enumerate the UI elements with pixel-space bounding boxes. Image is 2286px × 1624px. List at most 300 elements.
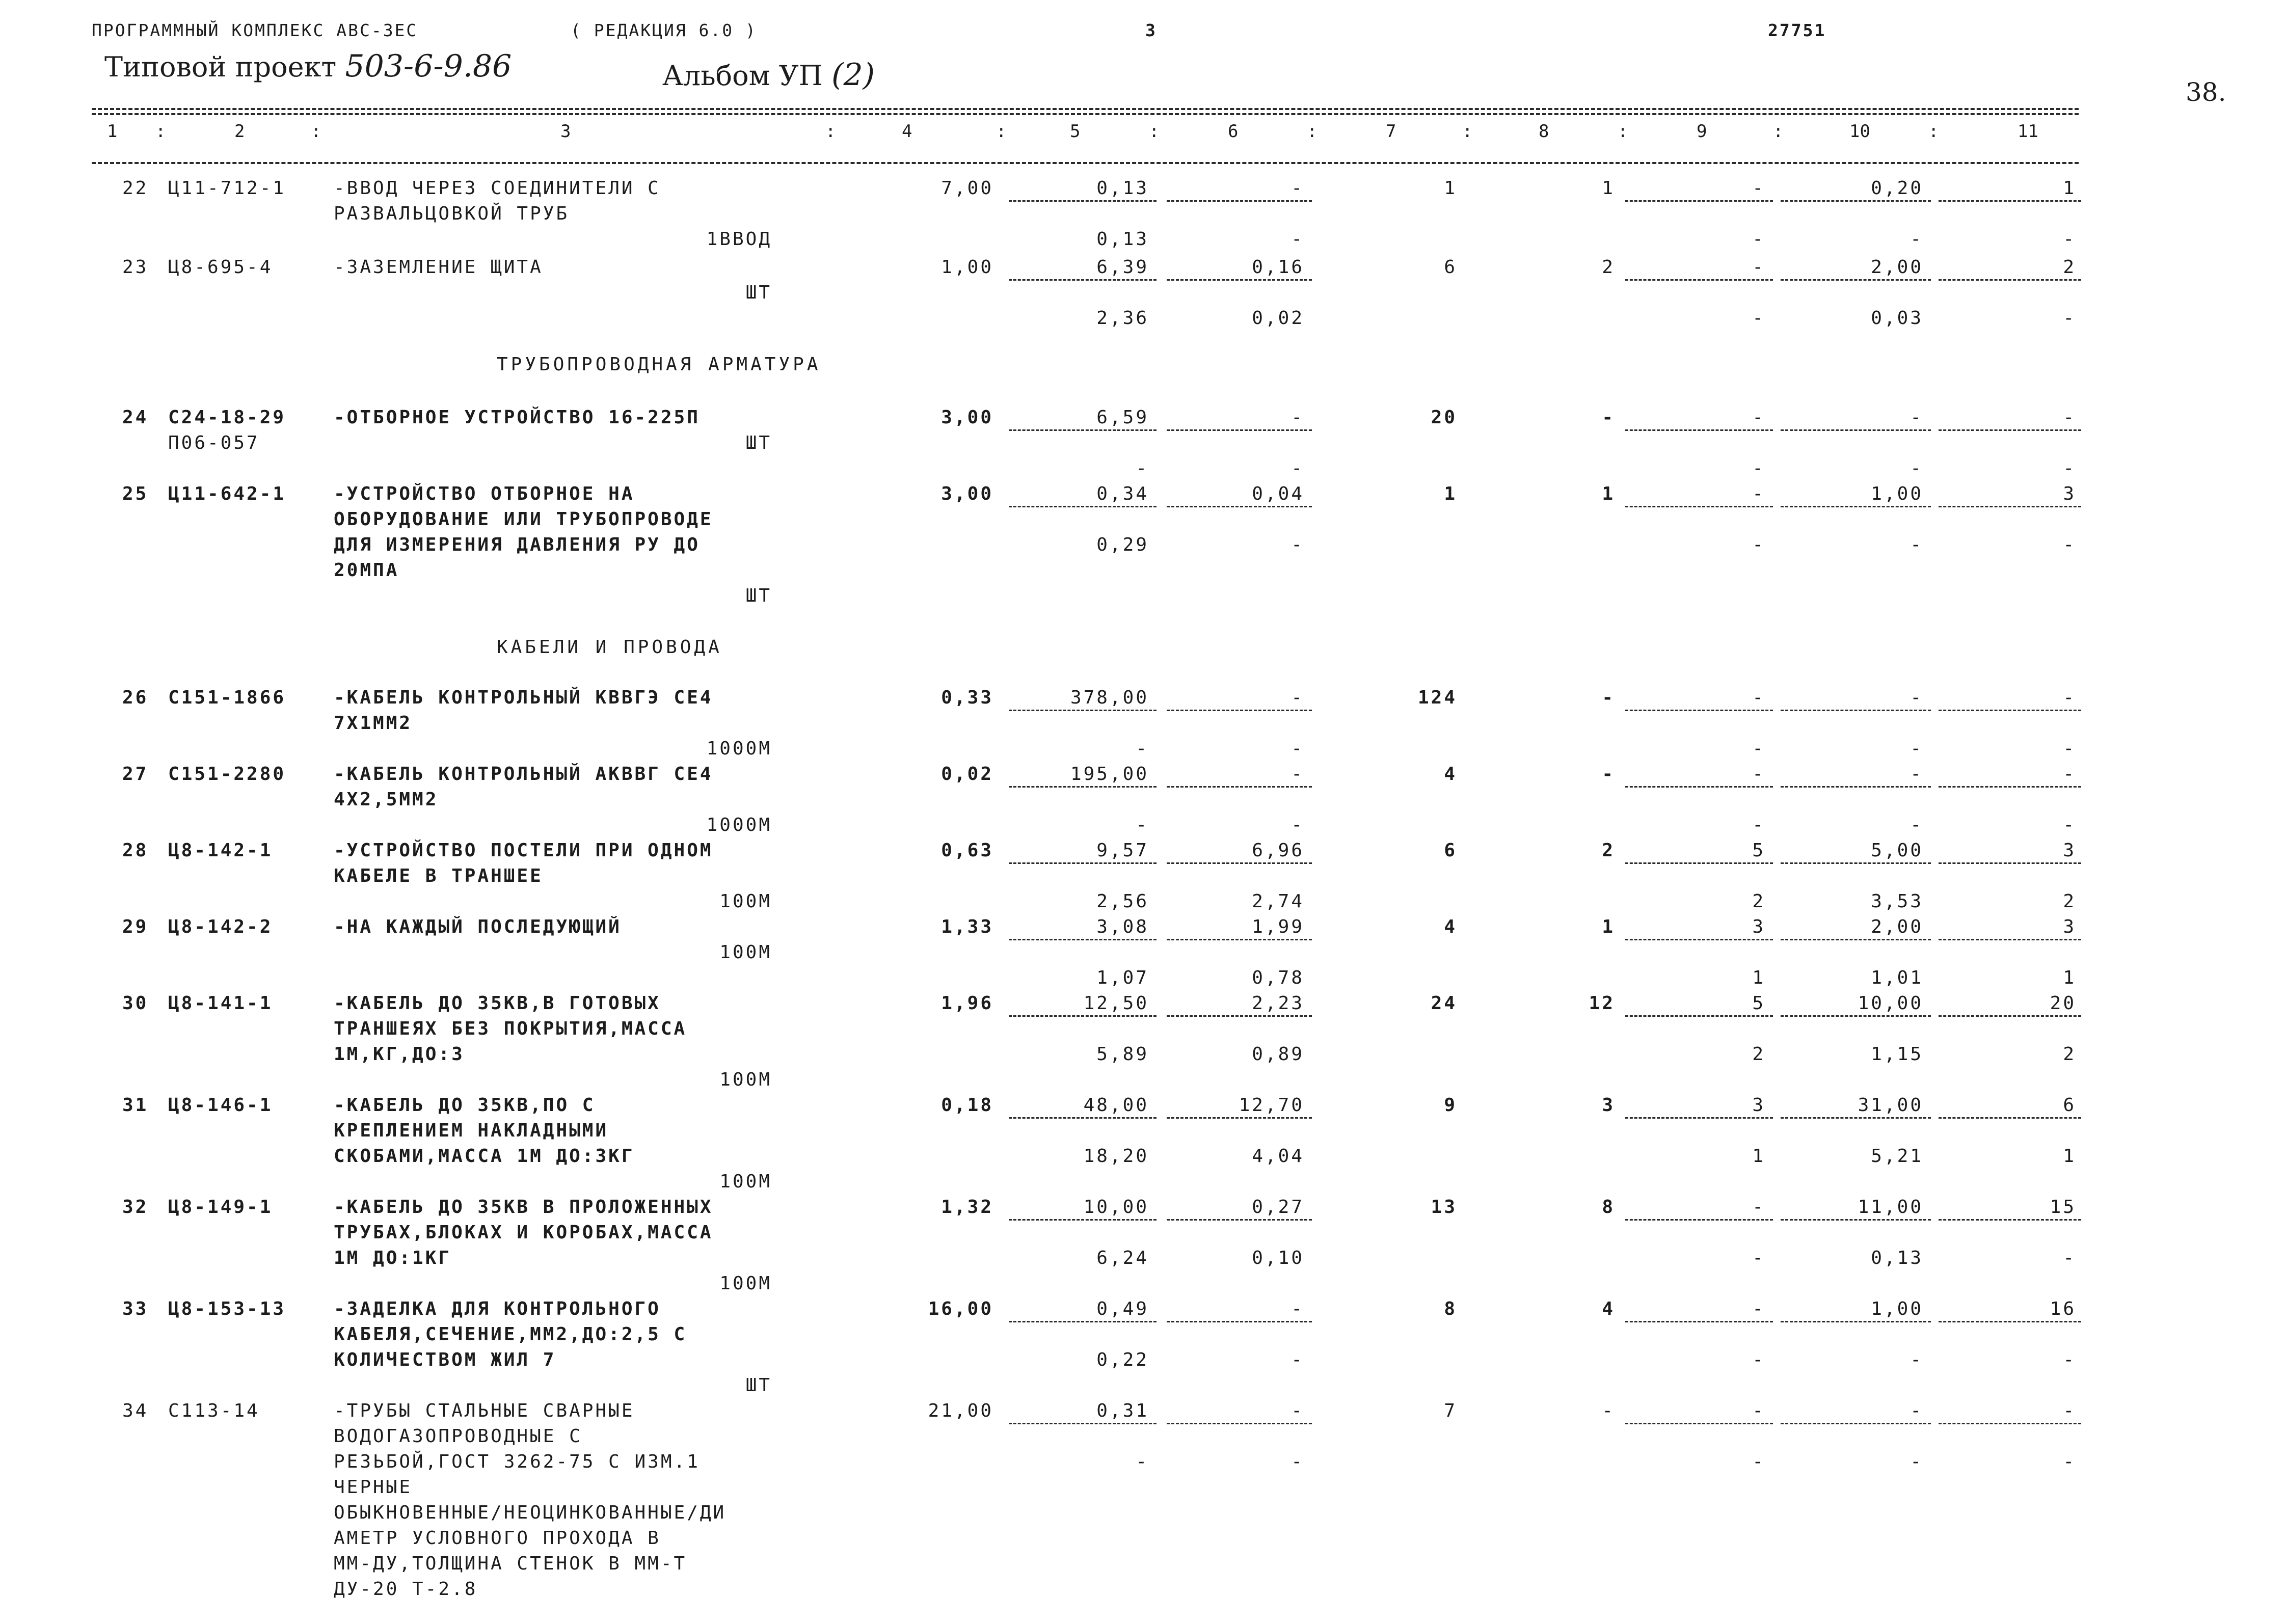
- value-c9: -: [1752, 407, 1765, 428]
- subvalue-s10: -: [1910, 1451, 1923, 1472]
- value-c8: 8: [1602, 1197, 1615, 1217]
- norm-code: Ц8-149-1: [168, 1197, 273, 1217]
- work-description: [334, 914, 622, 940]
- quantity: 0,02: [941, 764, 993, 784]
- subvalue-s5: 2,56: [1096, 891, 1149, 912]
- subvalue-s9: 2: [1752, 1044, 1765, 1065]
- norm-code: Ц11-642-1: [168, 483, 286, 504]
- work-description: [334, 1398, 726, 1602]
- quantity: 1,32: [941, 1197, 993, 1217]
- quantity: 0,18: [941, 1095, 993, 1116]
- sub-divider: [1939, 1117, 2081, 1119]
- sub-divider: [1781, 862, 1931, 864]
- sub-divider: [1009, 506, 1157, 507]
- value-c8: -: [1602, 407, 1615, 428]
- value-c11: 1: [2063, 178, 2076, 199]
- sub-divider: [1625, 1117, 1773, 1119]
- unit-of-measure: ШТ: [745, 585, 772, 606]
- quantity: 7,00: [941, 178, 993, 199]
- sub-divider: [1939, 786, 2081, 788]
- value-c11: 6: [2063, 1095, 2076, 1116]
- quantity: 3,00: [941, 483, 993, 504]
- value-c11: -: [2063, 764, 2076, 784]
- subvalue-s10: 0,03: [1871, 308, 1923, 329]
- value-c7: 1: [1444, 483, 1457, 504]
- value-c11: 3: [2063, 483, 2076, 504]
- value-c8: 2: [1602, 840, 1615, 861]
- description-line: -КАБЕЛЬ ДО 35КВ,В ГОТОВЫХ: [334, 993, 661, 1014]
- sub-divider: [1009, 1423, 1157, 1424]
- sub-divider: [1781, 279, 1931, 281]
- column-separator: :: [311, 121, 321, 142]
- unit-of-measure: 1ВВОД: [706, 229, 772, 250]
- value-c11: 3: [2063, 840, 2076, 861]
- sub-divider: [1625, 429, 1773, 431]
- sub-divider: [1009, 429, 1157, 431]
- value-c9: -: [1752, 764, 1765, 784]
- sub-divider: [1009, 200, 1157, 202]
- value-c9: -: [1752, 687, 1765, 708]
- description-line: РАЗВАЛЬЦОВКОЙ ТРУБ: [334, 203, 570, 224]
- sub-divider: [1781, 710, 1931, 711]
- value-c9: 3: [1752, 1095, 1765, 1116]
- value-c6: -: [1291, 407, 1304, 428]
- value-c7: 9: [1444, 1095, 1457, 1116]
- column-number-4: 4: [902, 121, 912, 142]
- sub-divider: [1009, 710, 1157, 711]
- column-number-3: 3: [560, 121, 571, 142]
- sub-divider: [1781, 1015, 1931, 1017]
- value-c6: 12,70: [1239, 1095, 1304, 1116]
- section-pipeline-fittings: ТРУБОПРОВОДНАЯ АРМАТУРА: [497, 354, 821, 375]
- sub-divider: [1625, 1219, 1773, 1221]
- value-c6: -: [1291, 178, 1304, 199]
- sub-divider: [1939, 279, 2081, 281]
- sub-divider: [1939, 1015, 2081, 1017]
- subvalue-s11: 2: [2063, 1044, 2076, 1065]
- subvalue-s5: -: [1136, 815, 1149, 835]
- value-c8: 4: [1602, 1298, 1615, 1319]
- value-c7: 124: [1417, 687, 1457, 708]
- subvalue-s11: 2: [2063, 891, 2076, 912]
- header-divider-top-2: [92, 113, 2079, 115]
- value-c6: 0,04: [1252, 483, 1304, 504]
- description-line: КАБЕЛЯ,СЕЧЕНИЕ,ММ2,ДО:2,5 С: [334, 1324, 687, 1345]
- sub-divider: [1167, 1219, 1312, 1221]
- subvalue-s9: -: [1752, 458, 1765, 479]
- subvalue-s9: -: [1752, 815, 1765, 835]
- sub-divider: [1781, 1321, 1931, 1322]
- description-line: РЕЗЬБОЙ,ГОСТ 3262-75 С ИЗМ.1: [334, 1451, 700, 1472]
- value-c7: 6: [1444, 257, 1457, 278]
- description-line: -НА КАЖДЫЙ ПОСЛЕДУЮЩИЙ: [334, 916, 622, 937]
- sub-divider: [1167, 1015, 1312, 1017]
- sub-divider: [1625, 710, 1773, 711]
- subvalue-s11: -: [2063, 1451, 2076, 1472]
- value-c5: 0,34: [1096, 483, 1149, 504]
- subvalue-s10: -: [1910, 534, 1923, 555]
- sub-divider: [1939, 200, 2081, 202]
- norm-code: Ц8-142-2: [168, 916, 273, 937]
- value-c5: 48,00: [1083, 1095, 1149, 1116]
- subvalue-s6: -: [1291, 458, 1304, 479]
- value-c10: -: [1910, 1400, 1923, 1421]
- value-c9: -: [1752, 1400, 1765, 1421]
- subvalue-s9: -: [1752, 534, 1765, 555]
- value-c10: -: [1910, 407, 1923, 428]
- sub-divider: [1781, 429, 1931, 431]
- album-title: [662, 57, 875, 93]
- value-c6: 0,16: [1252, 257, 1304, 278]
- subvalue-s5: 1,07: [1096, 967, 1149, 988]
- row-number: 33: [122, 1298, 149, 1319]
- value-c9: -: [1752, 1197, 1765, 1217]
- subvalue-s5: -: [1136, 738, 1149, 759]
- work-description: [334, 481, 713, 583]
- project-label: Типовой проект: [104, 51, 337, 83]
- column-separator: :: [1618, 121, 1628, 142]
- subvalue-s10: 3,53: [1871, 891, 1923, 912]
- sub-divider: [1167, 1117, 1312, 1119]
- sub-divider: [1939, 939, 2081, 940]
- subvalue-s9: -: [1752, 1349, 1765, 1370]
- description-line: ОБОРУДОВАНИЕ ИЛИ ТРУБОПРОВОДЕ: [334, 509, 713, 530]
- norm-code: Ц8-153-13: [168, 1298, 286, 1319]
- sub-divider: [1781, 200, 1931, 202]
- sub-divider: [1167, 862, 1312, 864]
- subvalue-s11: -: [2063, 534, 2076, 555]
- sub-divider: [1009, 862, 1157, 864]
- value-c10: 5,00: [1871, 840, 1923, 861]
- row-number: 34: [122, 1400, 149, 1421]
- value-c10: 10,00: [1858, 993, 1923, 1014]
- description-line: -УСТРОЙСТВО ПОСТЕЛИ ПРИ ОДНОМ: [334, 840, 713, 861]
- column-number-11: 11: [2018, 121, 2038, 142]
- project-number: 503-6-9.86: [345, 48, 512, 84]
- column-separator: :: [1307, 121, 1317, 142]
- subvalue-s11: -: [2063, 229, 2076, 250]
- value-c5: 6,39: [1096, 257, 1149, 278]
- header-divider-bottom: [92, 162, 2079, 164]
- subvalue-s6: -: [1291, 1349, 1304, 1370]
- subvalue-s5: 5,89: [1096, 1044, 1149, 1065]
- work-description: [334, 685, 713, 736]
- subvalue-s5: -: [1136, 1451, 1149, 1472]
- value-c9: -: [1752, 178, 1765, 199]
- sub-divider: [1009, 1219, 1157, 1221]
- norm-code: С113-14: [168, 1400, 260, 1421]
- sub-divider: [1939, 862, 2081, 864]
- quantity: 1,00: [941, 257, 993, 278]
- value-c11: -: [2063, 687, 2076, 708]
- sub-divider: [1167, 786, 1312, 788]
- unit-of-measure: ШТ: [745, 432, 772, 453]
- value-c7: 20: [1431, 407, 1457, 428]
- value-c8: 12: [1589, 993, 1615, 1014]
- sub-divider: [1167, 279, 1312, 281]
- subvalue-s6: 0,89: [1252, 1044, 1304, 1065]
- value-c5: 195,00: [1070, 764, 1149, 784]
- sub-divider: [1167, 1321, 1312, 1322]
- sub-divider: [1625, 862, 1773, 864]
- value-c7: 13: [1431, 1197, 1457, 1217]
- sub-divider: [1167, 200, 1312, 202]
- unit-of-measure: 100М: [719, 1171, 772, 1192]
- description-line: ЧЕРНЫЕ: [334, 1477, 413, 1498]
- sub-divider: [1939, 1423, 2081, 1424]
- description-line: ТРУБАХ,БЛОКАХ И КОРОБАХ,МАССА: [334, 1222, 713, 1243]
- value-c11: 20: [2050, 993, 2076, 1014]
- subvalue-s6: -: [1291, 534, 1304, 555]
- description-line: СКОБАМИ,МАССА 1М ДО:3КГ: [334, 1146, 635, 1167]
- value-c5: 378,00: [1070, 687, 1149, 708]
- subvalue-s5: 0,29: [1096, 534, 1149, 555]
- subvalue-s11: -: [2063, 308, 2076, 329]
- unit-of-measure: 1000М: [706, 738, 772, 759]
- sub-divider: [1167, 1423, 1312, 1424]
- description-line: 1М ДО:1КГ: [334, 1248, 452, 1268]
- row-number: 27: [122, 764, 149, 784]
- description-line: ДУ-20 Т-2.8: [334, 1579, 478, 1600]
- work-description: [334, 838, 713, 889]
- value-c5: 6,59: [1096, 407, 1149, 428]
- description-line: КАБЕЛЕ В ТРАНШЕЕ: [334, 865, 543, 886]
- subvalue-s11: -: [2063, 1349, 2076, 1370]
- sub-divider: [1167, 710, 1312, 711]
- norm-code: Ц8-146-1: [168, 1095, 273, 1116]
- subvalue-s9: -: [1752, 229, 1765, 250]
- sub-divider: [1167, 429, 1312, 431]
- value-c6: -: [1291, 764, 1304, 784]
- value-c5: 0,49: [1096, 1298, 1149, 1319]
- work-description: [334, 405, 700, 430]
- row-number: 28: [122, 840, 149, 861]
- column-separator: :: [155, 121, 166, 142]
- description-line: КОЛИЧЕСТВОМ ЖИЛ 7: [334, 1349, 556, 1370]
- subvalue-s5: 6,24: [1096, 1248, 1149, 1268]
- unit-of-measure: ШТ: [745, 282, 772, 303]
- column-separator: :: [1773, 121, 1784, 142]
- row-number: 30: [122, 993, 149, 1014]
- norm-code: С151-1866: [168, 687, 286, 708]
- description-line: ТРАНШЕЯХ БЕЗ ПОКРЫТИЯ,МАССА: [334, 1018, 687, 1039]
- sub-divider: [1781, 1219, 1931, 1221]
- sub-divider: [1009, 1321, 1157, 1322]
- column-number-8: 8: [1539, 121, 1549, 142]
- sub-divider: [1167, 506, 1312, 507]
- norm-code: С151-2280: [168, 764, 286, 784]
- quantity: 1,96: [941, 993, 993, 1014]
- value-c8: 3: [1602, 1095, 1615, 1116]
- page-number: 38.: [2186, 77, 2226, 107]
- value-c5: 3,08: [1096, 916, 1149, 937]
- column-separator: :: [1149, 121, 1160, 142]
- sub-divider: [1167, 939, 1312, 940]
- subvalue-s10: 1,15: [1871, 1044, 1923, 1065]
- description-line: -КАБЕЛЬ КОНТРОЛЬНЫЙ АКВВГ СЕ4: [334, 764, 713, 784]
- value-c9: -: [1752, 257, 1765, 278]
- value-c6: -: [1291, 1400, 1304, 1421]
- value-c7: 4: [1444, 916, 1457, 937]
- value-c9: -: [1752, 1298, 1765, 1319]
- value-c7: 1: [1444, 178, 1457, 199]
- value-c7: 7: [1444, 1400, 1457, 1421]
- value-c5: 0,31: [1096, 1400, 1149, 1421]
- column-number-5: 5: [1070, 121, 1081, 142]
- sub-divider: [1009, 939, 1157, 940]
- value-c8: 1: [1602, 178, 1615, 199]
- quantity: 0,63: [941, 840, 993, 861]
- subvalue-s6: -: [1291, 1451, 1304, 1472]
- column-separator: :: [996, 121, 1007, 142]
- quantity: 1,33: [941, 916, 993, 937]
- work-description: [334, 762, 713, 813]
- sub-divider: [1939, 429, 2081, 431]
- description-line: -ВВОД ЧЕРЕЗ СОЕДИНИТЕЛИ С: [334, 178, 661, 199]
- subvalue-s11: 1: [2063, 967, 2076, 988]
- work-description: [334, 255, 543, 280]
- work-description: [334, 176, 661, 227]
- section-cables-wires: КАБЕЛИ И ПРОВОДА: [497, 637, 722, 658]
- row-number: 29: [122, 916, 149, 937]
- value-c10: 31,00: [1858, 1095, 1923, 1116]
- work-description: [334, 1195, 713, 1271]
- value-c6: -: [1291, 687, 1304, 708]
- sub-divider: [1625, 279, 1773, 281]
- project-title: [104, 48, 512, 84]
- subvalue-s9: -: [1752, 1451, 1765, 1472]
- subvalue-s6: 2,74: [1252, 891, 1304, 912]
- sub-divider: [1781, 939, 1931, 940]
- sub-divider: [1625, 1015, 1773, 1017]
- description-line: -КАБЕЛЬ КОНТРОЛЬНЫЙ КВВГЭ СЕ4: [334, 687, 713, 708]
- subvalue-s9: 1: [1752, 1146, 1765, 1167]
- norm-code-secondary: П06-057: [168, 432, 260, 453]
- value-c9: 5: [1752, 993, 1765, 1014]
- norm-code: Ц8-142-1: [168, 840, 273, 861]
- subvalue-s6: 4,04: [1252, 1146, 1304, 1167]
- subvalue-s10: -: [1910, 815, 1923, 835]
- value-c10: 2,00: [1871, 916, 1923, 937]
- value-c10: 1,00: [1871, 483, 1923, 504]
- sub-divider: [1009, 1117, 1157, 1119]
- column-number-10: 10: [1849, 121, 1870, 142]
- value-c10: 11,00: [1858, 1197, 1923, 1217]
- description-line: -ЗАЗЕМЛЕНИЕ ЩИТА: [334, 257, 543, 278]
- unit-of-measure: ШТ: [745, 1375, 772, 1396]
- description-line: АМЕТР УСЛОВНОГО ПРОХОДА В: [334, 1528, 661, 1549]
- value-c7: 8: [1444, 1298, 1457, 1319]
- description-line: ММ-ДУ,ТОЛЩИНА СТЕНОК В ММ-Т: [334, 1553, 687, 1574]
- description-line: -КАБЕЛЬ ДО 35КВ,ПО С: [334, 1095, 596, 1116]
- sub-divider: [1625, 200, 1773, 202]
- column-number-2: 2: [234, 121, 245, 142]
- sub-divider: [1009, 279, 1157, 281]
- row-number: 25: [122, 483, 149, 504]
- album-part: (2): [831, 57, 875, 93]
- value-c11: -: [2063, 407, 2076, 428]
- sub-divider: [1625, 1423, 1773, 1424]
- description-line: 1М,КГ,ДО:3: [334, 1044, 465, 1065]
- unit-of-measure: 100М: [719, 1069, 772, 1090]
- subvalue-s5: 0,22: [1096, 1349, 1149, 1370]
- sub-divider: [1625, 786, 1773, 788]
- column-number-7: 7: [1386, 121, 1396, 142]
- description-line: КРЕПЛЕНИЕМ НАКЛАДНЫМИ: [334, 1120, 609, 1141]
- sub-divider: [1781, 786, 1931, 788]
- subvalue-s9: -: [1752, 308, 1765, 329]
- column-number-9: 9: [1697, 121, 1707, 142]
- subvalue-s5: 18,20: [1083, 1146, 1149, 1167]
- sub-divider: [1781, 1117, 1931, 1119]
- value-c9: -: [1752, 483, 1765, 504]
- value-c10: 1,00: [1871, 1298, 1923, 1319]
- value-c11: 15: [2050, 1197, 2076, 1217]
- value-c9: 3: [1752, 916, 1765, 937]
- value-c11: -: [2063, 1400, 2076, 1421]
- value-c6: 2,23: [1252, 993, 1304, 1014]
- column-separator: :: [1462, 121, 1473, 142]
- description-line: -ЗАДЕЛКА ДЛЯ КОНТРОЛЬНОГО: [334, 1298, 661, 1319]
- work-description: [334, 1296, 687, 1373]
- subvalue-s9: 2: [1752, 891, 1765, 912]
- value-c5: 10,00: [1083, 1197, 1149, 1217]
- subvalue-s10: 0,13: [1871, 1248, 1923, 1268]
- value-c8: -: [1602, 764, 1615, 784]
- column-separator: :: [825, 121, 836, 142]
- subvalue-s5: -: [1136, 458, 1149, 479]
- subvalue-s11: -: [2063, 738, 2076, 759]
- album-label: Альбом УП: [662, 60, 823, 92]
- sub-divider: [1781, 1423, 1931, 1424]
- subvalue-s6: 0,10: [1252, 1248, 1304, 1268]
- subvalue-s10: -: [1910, 458, 1923, 479]
- sub-divider: [1939, 710, 2081, 711]
- quantity: 16,00: [928, 1298, 993, 1319]
- sub-divider: [1009, 1015, 1157, 1017]
- description-line: ВОДОГАЗОПРОВОДНЫЕ С: [334, 1426, 582, 1447]
- value-c5: 0,13: [1096, 178, 1149, 199]
- header-divider-top: [92, 108, 2079, 110]
- unit-of-measure: 100М: [719, 942, 772, 963]
- subvalue-s10: -: [1910, 229, 1923, 250]
- value-c11: 16: [2050, 1298, 2076, 1319]
- description-line: -УСТРОЙСТВО ОТБОРНОЕ НА: [334, 483, 635, 504]
- edition: ( РЕДАКЦИЯ 6.0 ): [571, 20, 757, 40]
- norm-code: С24-18-29: [168, 407, 286, 428]
- work-description: [334, 991, 687, 1067]
- unit-of-measure: 100М: [719, 891, 772, 912]
- unit-of-measure: 1000М: [706, 815, 772, 835]
- norm-code: Ц11-712-1: [168, 178, 286, 199]
- sub-divider: [1781, 506, 1931, 507]
- norm-code: Ц8-141-1: [168, 993, 273, 1014]
- value-c9: 5: [1752, 840, 1765, 861]
- description-line: ОБЫКНОВЕННЫЕ/НЕОЦИНКОВАННЫЕ/ДИ: [334, 1502, 727, 1523]
- value-c7: 24: [1431, 993, 1457, 1014]
- value-c8: 1: [1602, 916, 1615, 937]
- subvalue-s6: -: [1291, 738, 1304, 759]
- subvalue-s10: -: [1910, 1349, 1923, 1370]
- value-c10: -: [1910, 764, 1923, 784]
- description-line: ДЛЯ ИЗМЕРЕНИЯ ДАВЛЕНИЯ РУ ДО: [334, 534, 700, 555]
- value-c6: 0,27: [1252, 1197, 1304, 1217]
- subvalue-s10: 5,21: [1871, 1146, 1923, 1167]
- subvalue-s11: -: [2063, 815, 2076, 835]
- value-c6: 1,99: [1252, 916, 1304, 937]
- subvalue-s6: -: [1291, 229, 1304, 250]
- value-c8: 2: [1602, 257, 1615, 278]
